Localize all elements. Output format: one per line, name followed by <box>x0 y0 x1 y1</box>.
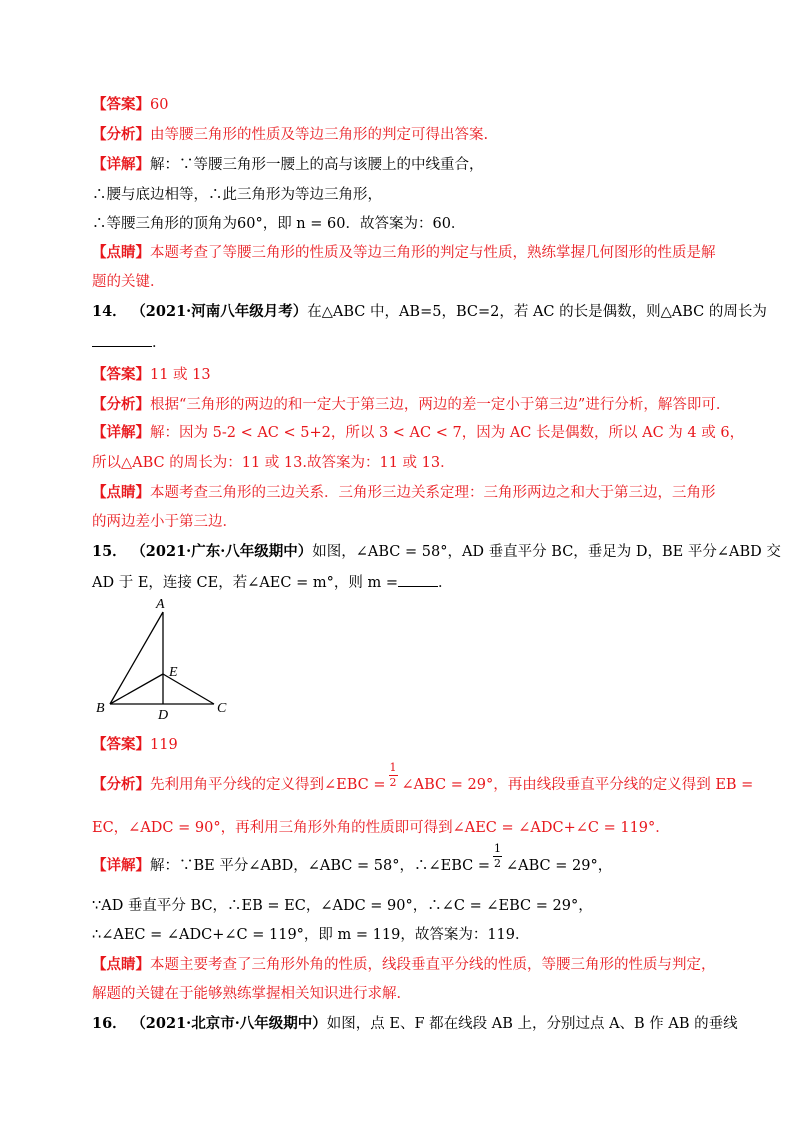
q15-comment-line-1 <box>92 955 716 975</box>
q13-detail-line-1 <box>92 155 484 175</box>
q14-comment-line-1 <box>92 483 716 503</box>
detail-text: 解：∵等腰三角形一腰上的高与该腰上的中线重合， <box>150 157 484 173</box>
q15-detail-line-3 <box>92 925 530 945</box>
analysis-label: 【分析】 <box>92 776 150 793</box>
label-e: E <box>169 665 178 680</box>
q13-detail-line-2 <box>92 185 382 205</box>
analysis-text: EC，∠ADC = 90°，再利用三角形外角的性质即可得到∠AEC = ∠ADC+∠C = 119°． <box>92 820 670 836</box>
question-stem: 如图，点 E、F 都在线段 AB 上，分别过点 A、B 作 AB 的垂线 <box>326 1016 738 1032</box>
q15-comment-line-2 <box>92 984 411 1004</box>
comment-label: 【点睛】 <box>92 484 150 501</box>
question-number: 16． <box>92 1015 127 1032</box>
q15-answer-line <box>92 735 178 755</box>
answer-value: 119 <box>150 737 178 753</box>
question-stem: ． <box>437 575 453 591</box>
detail-label: 【详解】 <box>92 857 150 874</box>
answer-label: 【答案】 <box>92 96 150 113</box>
detail-text: 解：∵BE 平分∠ABD，∠ABC = 58°，∴∠EBC = <box>150 858 490 874</box>
detail-text: ∴∠AEC = ∠ADC+∠C = 119°，即 m = 119，故答案为：119． <box>92 927 530 943</box>
analysis-text: 根据“三角形的两边的和一定大于第三边，两边的差一定小于第三边”进行分析，解答即可． <box>150 397 731 413</box>
analysis-label: 【分析】 <box>92 396 150 413</box>
comment-text: 解题的关键在于能够熟练掌握相关知识进行求解． <box>92 986 411 1002</box>
label-a: A <box>156 597 165 612</box>
detail-text: ∠ABC = 29°， <box>505 858 613 874</box>
analysis-label: 【分析】 <box>92 126 150 143</box>
answer-value: 11 或 13 <box>150 367 211 383</box>
analysis-text: 先利用角平分线的定义得到∠EBC = <box>150 777 386 793</box>
comment-text: 本题考查三角形的三边关系．三角形三边关系定理：三角形两边之和大于第三边，三角形 <box>150 485 716 501</box>
segment-ab <box>110 612 163 704</box>
answer-label: 【答案】 <box>92 366 150 383</box>
comment-text: 的两边差小于第三边． <box>92 514 237 530</box>
comment-text: 题的关键． <box>92 274 165 290</box>
question-number: 15． <box>92 543 127 560</box>
q13-analysis-line <box>92 125 488 145</box>
comment-label: 【点睛】 <box>92 956 150 973</box>
answer-blank <box>398 572 438 587</box>
q14-analysis-line <box>92 395 730 415</box>
triangle-figure <box>92 596 242 722</box>
q15-detail-line-1 <box>92 842 613 876</box>
q15-detail-line-2 <box>92 896 593 916</box>
fraction-denominator: 2 <box>389 776 397 789</box>
q15-stem-line-1 <box>92 542 781 562</box>
comment-label: 【点睛】 <box>92 244 150 261</box>
fraction-numerator: 1 <box>389 761 397 774</box>
question-source: （2021·广东·八年级期中） <box>131 543 313 560</box>
q16-stem-line-1 <box>92 1014 738 1034</box>
fraction-one-half <box>389 761 399 795</box>
detail-label: 【详解】 <box>92 156 150 173</box>
answer-value: 60 <box>150 97 169 113</box>
fraction-one-half <box>493 842 503 876</box>
analysis-text: 由等腰三角形的性质及等边三角形的判定可得出答案. <box>150 127 489 143</box>
q15-analysis-line-1 <box>92 761 754 795</box>
fraction-numerator: 1 <box>493 842 501 855</box>
q13-comment-line-2 <box>92 272 165 292</box>
question-stem: 如图，∠ABC = 58°，AD 垂直平分 BC，垂足为 D，BE 平分∠ABD 交 <box>312 544 781 560</box>
comment-text: 本题主要考查了三角形外角的性质，线段垂直平分线的性质，等腰三角形的性质与判定， <box>150 957 716 973</box>
q13-detail-line-3 <box>92 214 465 234</box>
detail-text: ∵AD 垂直平分 BC，∴EB = EC，∠ADC = 90°，∴∠C = ∠EBC = 29°， <box>92 898 593 914</box>
q14-answer-line <box>92 365 211 385</box>
q15-analysis-line-2 <box>92 818 670 838</box>
question-number: 14． <box>92 303 127 320</box>
analysis-text: ∠ABC = 29°，再由线段垂直平分线的定义得到 EB = <box>401 777 754 793</box>
q14-detail-line-1 <box>92 423 744 443</box>
question-stem: AD 于 E，连接 CE，若∠AEC = m°，则 m = <box>92 575 398 591</box>
question-stem: ． <box>152 335 167 351</box>
answer-label: 【答案】 <box>92 736 150 753</box>
fraction-denominator: 2 <box>493 857 501 870</box>
question-stem: 在△ABC 中，AB=5，BC=2，若 AC 的长是偶数，则△ABC 的周长为 <box>307 304 767 320</box>
label-d: D <box>158 708 169 722</box>
q14-stem-line-2 <box>92 332 167 353</box>
detail-text: ∴等腰三角形的顶角为60°，即 n = 60．故答案为：60． <box>92 216 466 232</box>
q14-detail-line-2 <box>92 453 455 473</box>
answer-blank <box>92 332 152 347</box>
label-b: B <box>96 701 105 716</box>
detail-text: 解：因为 5-2 < AC < 5+2，所以 3 < AC < 7，因为 AC 长是偶数，所以 AC 为 4 或 6， <box>150 425 745 441</box>
question-source: （2021·河南八年级月考） <box>131 303 308 320</box>
q13-answer-line <box>92 95 168 115</box>
detail-text: ∴腰与底边相等，∴此三角形为等边三角形， <box>92 187 382 203</box>
question-source: （2021·北京市·八年级期中） <box>131 1015 327 1032</box>
q13-comment-line-1 <box>92 243 716 263</box>
label-c: C <box>217 701 227 716</box>
detail-label: 【详解】 <box>92 424 150 441</box>
comment-text: 本题考查了等腰三角形的性质及等边三角形的判定与性质，熟练掌握几何图形的性质是解 <box>150 245 716 261</box>
q14-comment-line-2 <box>92 512 237 532</box>
q14-stem-line-1 <box>92 302 767 322</box>
detail-text: 所以△ABC 的周长为：11 或 13.故答案为：11 或 13． <box>92 455 455 471</box>
q15-stem-line-2 <box>92 572 452 593</box>
